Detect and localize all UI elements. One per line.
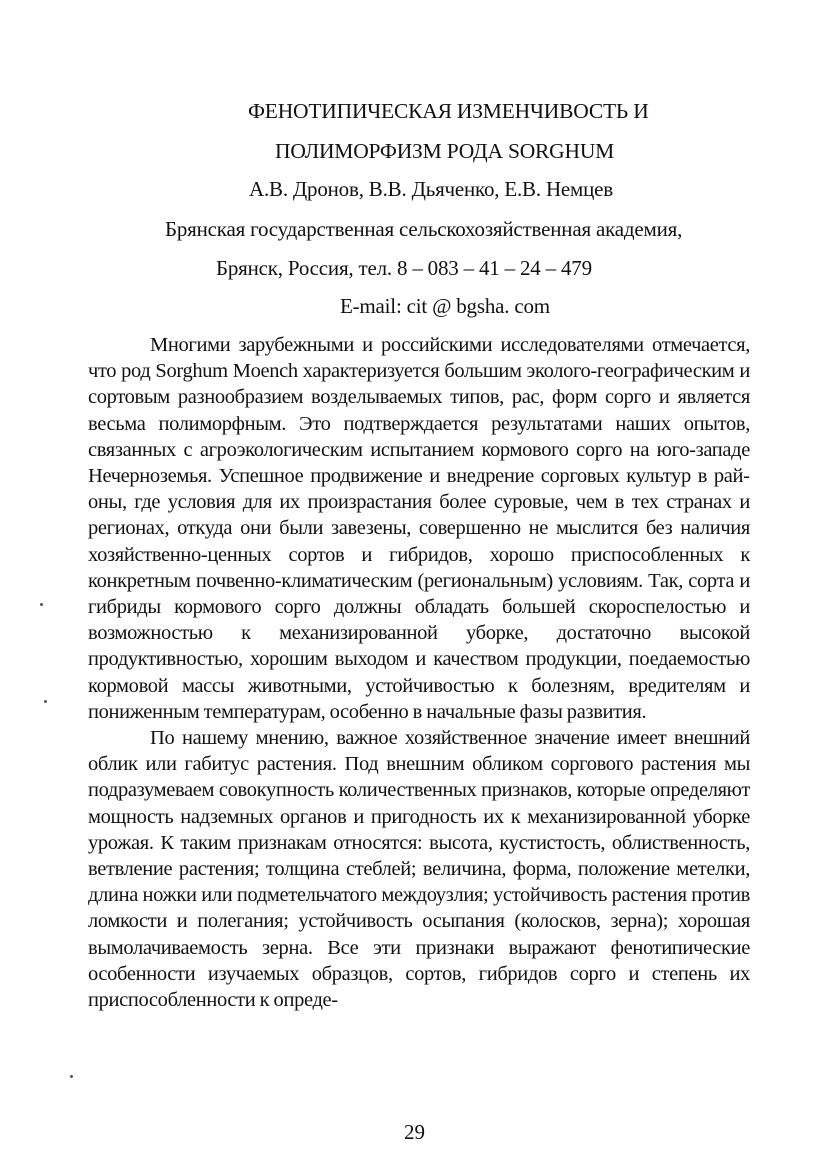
affiliation: Брянская государственная сельскохозяйственная академия,: [165, 217, 683, 241]
page-number: 29: [404, 1120, 425, 1144]
body-text: [88, 332, 750, 1013]
scan-speck: [44, 700, 47, 703]
paragraph-1: Многими зарубежными и российскими исследователями отмечается, что род Sorghum Moench характеризуется большим эколого-географическим и сортовым разнообразием возделываемых типов, рас, форм сорго и является весьма полиморфным. Это подтверждается результатами наших опытов, связанных с агроэкологическим испытанием кормового сорго на юго-западе Нечерноземья. Успешное продвижение и внедрение сорговых культур в районы, где условия для их произрастания более суровые, чем в тех странах и регионах, откуда они были завезены, совершенно не мыслится без наличия хозяйственно-ценных сортов и гибридов, хорошо приспособленных к конкретным почвенно-климатическим (региональным) условиям. Так, сорта и гибриды кормового сорго должны обладать большей скороспелостью и возможностью к механизированной уборке, достаточно высокой продуктивностью, хорошим выходом и качеством продукции, поедаемостью кормовой массы животными, устойчивостью к болезням, вредителям и пониженным температурам, особенно в начальные фазы развития.: [88, 334, 750, 723]
scan-speck: [40, 603, 43, 606]
paragraph-2: По нашему мнению, важное хозяйственное значение имеет внешний облик или габитус растения. Под внешним обликом соргового растения мы подразумеваем совокупность количественных признаков, которые определяют мощность надземных органов и пригодность их к механизированной уборке урожая. К таким признакам относятся: высота, кустистость, облиственность, ветвление растения; толщина стеблей; величина, форма, положение метелки, длина ножки или подметельчатого междоузлия; устойчивость растения против ломкости и полегания; устойчивость осыпания (колосков, зерна); хорошая вымолачиваемость зерна. Все эти признаки выражают фенотипические особенности изучаемых образцов, сортов, гибридов сорго и степень их приспособленности к опреде-: [88, 727, 750, 1012]
email: E-mail: cit @ bgsha. com: [340, 294, 550, 318]
location-phone: Брянск, Россия, тел. 8 – 083 – 41 – 24 – 479: [216, 256, 592, 280]
scan-speck: [70, 1075, 73, 1078]
title-line-2: ПОЛИМОРФИЗМ РОДА SORGHUM: [275, 139, 615, 163]
authors: А.В. Дронов, В.В. Дьяченко, Е.В. Немцев: [249, 177, 614, 201]
title-line-1: ФЕНОТИПИЧЕСКАЯ ИЗМЕНЧИВОСТЬ И: [248, 99, 649, 123]
